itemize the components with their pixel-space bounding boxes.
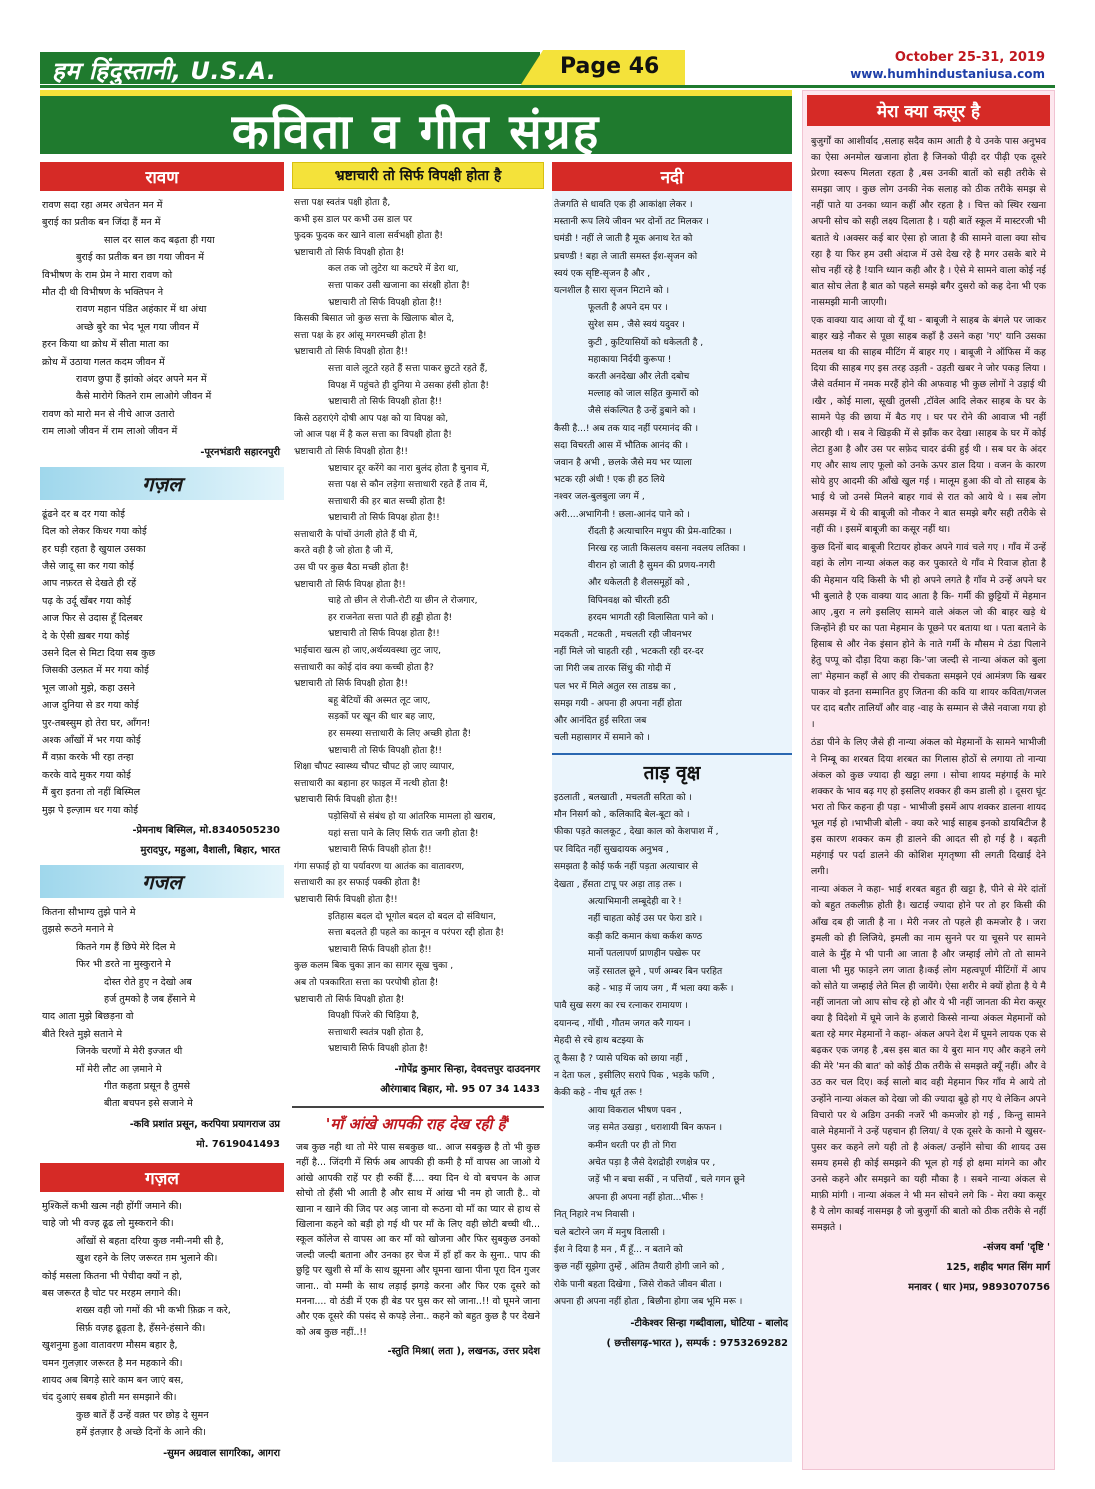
poem-line: क्रोध में उठाया गलत कदम जीवन में: [42, 356, 165, 368]
poem-line: स्वयं एक सृष्टि-सृजन है और ,: [554, 268, 651, 279]
poem-line: आज दुनिया से डर गया कोई: [42, 700, 139, 712]
poem-line: अरी....अभागिनी ! छला-आनंद पाने को ।: [554, 509, 690, 520]
poem-line: खुशनुमा हुआ वातावरण मौसम बहार है,: [42, 1340, 178, 1352]
poem-line: सदा विचरती आस में भौतिक आनंद की ।: [554, 440, 689, 451]
ghazal3-title: गज़ल: [40, 1163, 284, 1192]
poem-line: जड़ समेत उखड़ा , धराशायी बिन कफन ।: [588, 1123, 723, 1134]
issue-date: October 25-31, 2019: [894, 50, 1045, 65]
poem-line: दे के ऐसी ख़बर गया कोई: [42, 630, 130, 642]
corruption-poem-title: भ्रष्टाचारी तो सिर्फ विपक्षी होता है: [292, 162, 544, 189]
poem-line: सत्ता पक्ष के हर आंसू मगरमच्छी होता है!: [294, 330, 427, 341]
header-divider: [40, 85, 1055, 88]
poem-line: पावै सुख सरग का रच रत्नाकर रामायण ।: [554, 1001, 688, 1012]
poem-line: आज फिर से उदास हूँ दिलबर: [42, 613, 143, 625]
poem-line: मानों पतलापर्ण प्राणहीन पखेरू पर: [588, 949, 701, 960]
poem-line: हर्ज तुमको है जब हँसाने मे: [104, 994, 196, 1006]
poem-line: प्रचण्डी ! बहा ले जाती समस्त ईश-सृजन को: [554, 251, 698, 262]
poem-line: सत्ताधारी की हर बात सच्ची होता है!: [328, 496, 446, 507]
poem-line: समझ गयी - अपना ही अपना नहीं होता: [554, 698, 682, 709]
poem-line: जिनके चरणों मे मेरी इज्जत थी: [76, 1046, 183, 1058]
poem-line: किसकी बिसात जो कुछ सत्ता के खिलाफ बोल दे,: [294, 314, 455, 325]
poem-line: देखता , हँसता टापू पर अड़ा ताड़ तरू ।: [554, 879, 682, 890]
poem-line: भ्रष्टाचारी तो सिर्फ विपक्ष होता है!!: [294, 579, 406, 590]
poem-line: भ्रष्टाचारी तो सिर्फ विपक्ष होता है!!: [328, 513, 440, 524]
poem-line: सत्ताधारी का बहाना हर फाइल में नत्थी होता है!: [294, 778, 449, 789]
poem-line: कितना सौभाग्य तुझे पाने मे: [42, 907, 136, 918]
tad-poem: [552, 790, 792, 1312]
poem-line: और आनंदित हुई सरिता जब: [554, 716, 647, 727]
section-banner: [40, 90, 792, 160]
poem-line: सिर्फ़ वज़ह ढूढ़ता है, हँसने-हंसाने की।: [76, 1322, 206, 1334]
poem-line: दोस्त रोते हुए न देखो अब: [104, 976, 192, 988]
poem-line: सत्ताधारी का कोई दांव क्या कच्ची होता है?: [294, 662, 434, 673]
poem-line: कुछ बातें हैं उन्हें वक़्त पर छोड़ दे सुमन: [76, 1409, 209, 1421]
ghazal1-author: -प्रेमनाथ बिस्मिल, मो.8340505230: [132, 825, 280, 836]
poem-line: मुश्किलें कभी खत्म नही होंगीं जमाने की।: [42, 1200, 183, 1212]
poem-line: अत्याभिमानी लम्बूदेही वा रे !: [588, 896, 682, 907]
poem-line: जैसे संकल्पित है उन्हें डुबाने को ।: [588, 406, 696, 417]
poem-line: नश्वर जल-बुलबुला जग में ,: [554, 492, 645, 503]
poem-line: किसे ठहराएंगे दोषी आप पक्ष को या विपक्ष को,: [294, 413, 449, 424]
poem-line: इठलाती , बलखाती , मचलती सरिता को ।: [554, 792, 692, 803]
poem-line: तुझसे रूठने मनाने मे: [42, 924, 114, 936]
tad-place: ( छत्तीसगढ़-भारत ), सम्पर्क : 9753269282: [606, 1337, 788, 1349]
story-paragraph: एक वाक्या याद आया वो यूँ था - बाबूजी ने साहब के बंगले पर जाकर बाहर खड़े नौकर से पूछा साहब कहाँ है उसने कहा 'गए' यानि उसका मतलब था की साहब मीटिंग में बाहर गए । बाबूजी ने ऑफिस में कह दिया की साहब गए इस तरह उड़ती - उड़ती खबर ने जोर पकड़ लिया ।जैसे वर्तमान में नमक मरहैं होने की अफवाह भी कुछ लोगों ने उड़ाई थी ।खैर , कोई माला, सूखी तुलसी ,टॉवेल आदि लेकर साहब के घर के सामने पेड़ की छाया में बैठ गए । घर पर रोने की आवाज भी नहीं आरही थी । सब ने खिड़की में से झाँक कर देखा ।साहब के घर में कोई लेटा हुआ है और उस पर सफ़ेद चादर ढंकी हुई थी । सब घर के अंदर गए और साथ लाए फूलो को उनके ऊपर डाल दिया । वजन के कारण सोये हुए आदमी की आँखे खुल गई । मालूम हुआ की वो तो साहब के भाई थे जो उनसे मिलने बाहर गावं से रात को आये थे । सब लोग असमझ में थे की बाबूजी को नौकर ने बात समझे बगैर सही तरीके से नहीं की । इसमें बाबूजी का कसूर नहीं था।: [811, 315, 1046, 536]
poem-line: कैसे मारोगे कितने राम लाओगे जीवन में: [76, 391, 212, 403]
poem-line: जा गिरी जब तारक सिंधु की गोदी में: [554, 664, 671, 675]
poem-line: भ्रष्टाचारी सिर्फ विपक्षी होता है!!: [294, 894, 398, 905]
poem-line: सत्ता वाले लूटते रहते हैं सत्ता पाकर छुटते रहते हैं,: [328, 363, 488, 374]
masthead: [0, 0, 1095, 90]
poem-line: रावण सदा रहा अमर अचेतन मन में: [42, 200, 163, 211]
poem-line: सत्ताधारी स्वतंत्र पक्षी होता है,: [328, 1027, 424, 1038]
story-paragraph: बुजुर्गों का आशीर्वाद ,सलाह सदैव काम आती है ये उनके पास अनुभव का ऐसा अनमोल खजाना होता है जिनको पीढ़ी दर पीढ़ी एक दूसरे प्रेरणा स्वरूप मिलता रहता है ,बस उनकी बातों को सही तरीके से समझा जाए । कुछ लोग उनकी नेक सलाह को ठीक तरीके समझ से नहीं पाते या उनका ध्यान कहीं और रहता है । चित्त को स्थिर रखना अपनी सोच को सही लक्ष्य दिलाता है । यही बातें स्कूल में मास्टरजी भी बताते थे ।अक्सर कई बार ऐसा हो जाता है की सामने वाला क्या सोच रहा है या फिर हम उसी अंदाज में उसे देख रहे है मगर उसके बारे मे सोच नहीं रहे है !यानि ध्यान कही और है । ऐसे मे सामने वाला कोई नई बात सोच लेता है बात को पहले समझे बगैर दुसरो को कह देना भी एक नासमझी मानी जाएगी।: [811, 136, 1046, 308]
ravan-title: रावण: [40, 162, 284, 191]
poem-line: बुराई का प्रतीक बन छा गया जीवन में: [76, 252, 205, 264]
poem-line: शिक्षा चौपट स्वास्थ्य चौपट चौपट हो जाए व्यापार,: [294, 762, 455, 773]
poem-line: घमंडी ! नहीं ले जाती है मूक अनाथ रेत को: [554, 234, 693, 245]
poem-line: तेजगति से धावति एक ही आकांक्षा लेकर ।: [554, 200, 693, 210]
poem-line: जड़ें रसातल छूने , पर्ण अम्बर बिन परहित: [588, 966, 723, 977]
poem-line: फिर भी डरते ना मुस्कुराने मे: [76, 959, 171, 971]
poem-line: रावण महान पंडित अहंकार में था अंधा: [76, 304, 207, 316]
poem-line: अश्क आँखों में भर गया कोई: [42, 734, 141, 746]
poem-line: बीते रिश्ते मुझे सताने मे: [42, 1028, 123, 1040]
poem-line: भटक रही अंधी ! एक ही हठ लिये: [554, 475, 665, 486]
poem-line: नहीं चाहता कोई उस पर फेरा डारे ।: [588, 914, 703, 925]
poem-line: हर राजनेता सत्ता पाते ही हड्डी होता है!: [328, 612, 453, 623]
poem-line: मेहदी से रचे हाथ बटझ्या के: [554, 1036, 644, 1047]
story-body: [803, 134, 1054, 1236]
tad-author: -टीकेश्वर सिन्हा गब्दीवाला, घोटिया - बालोद: [630, 1317, 788, 1329]
ravan-author: -पूरनभंडारी सहारनपुरी: [200, 446, 280, 458]
poem-line: चाहे जो भी वज्ह ढूढ लो मुस्कराने की।: [42, 1218, 174, 1230]
poem-line: इतिहास बदल दो भूगोल बदल दो बदल दो संविधान,: [328, 911, 497, 922]
page-number: Page 46: [560, 54, 660, 79]
poem-line: सत्ताधारी का हर सफाई पक्की होता है!: [294, 878, 421, 889]
poem-line: फूलती है अपने दम पर ।: [588, 303, 668, 314]
poem-line: मल्लाह को जाल सहित कुमारों को: [588, 389, 699, 400]
poem-line: उस घी पर कुछ बैठा मच्छी होता है!: [294, 563, 409, 574]
column-4: [802, 90, 1055, 1470]
poem-line: सत्ता बदलते ही पहले का कानून व परंपरा रद्दी होता है!: [328, 928, 505, 939]
poem-line: जैसे जादू सा कर गया कोई: [42, 560, 134, 572]
poem-line: आया विकराल भीषण पवन ,: [588, 1105, 682, 1116]
poem-line: अपना ही अपना नहीं होता , बिछौना होगा जब भूमि मरू ।: [554, 1297, 743, 1308]
poem-line: नहीं मिले जो चाहती रही , भटकती रही दर-दर: [554, 647, 704, 658]
poem-line: जवान है अभी , छलके जैसे मय भर प्याला: [554, 458, 692, 469]
poem-line: अचेत पड़ा है जैसे देशद्रोही रणक्षेत्र पर ,: [588, 1158, 716, 1169]
ghazal2-poem: [40, 904, 284, 1113]
poem-line: वीरान हो जाती है सुमन की प्रणय-नगरी: [588, 561, 716, 572]
poem-line: चमन गुलज़ार जरूरत है मन महकाने की।: [42, 1357, 183, 1369]
story-title: मेरा क्या कसूर है: [807, 95, 1050, 126]
poem-line: मदकती , मटकती , मचलती रही जीवनभर: [554, 630, 692, 641]
poem-line: बुराई का प्रतीक बन जिंदा हैं मन में: [42, 217, 161, 229]
poem-line: आँखों से बहता दरिया कुछ नमी-नमी सी है,: [76, 1235, 224, 1247]
column-3: [552, 162, 792, 1462]
poem-line: केकी कहे - नीच धूर्त तरू !: [554, 1088, 643, 1099]
poem-line: फुदक फुदक कर खाने वाला सर्वभक्षी होता है!: [294, 231, 444, 242]
poem-line: मैं बुरा इतना तो नहीं बिस्मिल: [42, 787, 141, 799]
poem-line: नित् निहारे नभ निवासी ।: [554, 1210, 635, 1221]
nadi-title: नदी: [552, 162, 792, 191]
ghazal3-author: -सुमन अग्रवाल सागरिका, आगरा: [163, 1447, 280, 1459]
poem-line: महाकाया निर्दयी कुरूपा !: [588, 354, 672, 365]
poem-line: अच्छे बुरे का भेद भूल गया जीवन में: [76, 321, 199, 333]
poem-line: भ्रष्टाचारी सिर्फ विपक्षी होता है!!: [328, 944, 432, 955]
poem-line: ढूंढने दर ब दर गया कोई: [42, 508, 125, 520]
poem-line: पर विदित नहीं सुखदायक अनुभव ,: [554, 844, 669, 855]
poem-line: करके वादे मुकर गया कोई: [42, 769, 131, 781]
poem-line: भ्रष्टाचारी तो सिर्फ विपक्षी होता है!!: [328, 397, 443, 408]
poem-line: ईश ने दिया है मन , मैं हूँ... न बताने को: [554, 1245, 683, 1256]
website-link[interactable]: www.humhindustaniusa.com: [850, 67, 1045, 81]
poem-line: हर समस्या सत्ताधारी के लिए अच्छी होता है!: [328, 729, 472, 739]
poem-line: कितने गम हैं छिपे मेरे दिल मे: [76, 941, 176, 953]
poem-line: भ्रष्टाचार दूर करेंगे का नारा बुलंद होता है चुनाव में,: [328, 463, 490, 474]
poem-line: सत्ता पक्ष से कौन लड़ेगा सत्ताधारी रहते हैं ताव में,: [328, 480, 488, 491]
poem-line: मौत दी थी विभीषण के भक्तिपन ने: [42, 287, 164, 299]
poem-line: सत्ता पक्ष स्वतंत्र पक्षी होता है,: [294, 198, 391, 208]
story-paragraph: नान्या अंकल ने कहा- भाई शरबत बहुत ही खट्टा है, पीने से मेरे दांतों को बहुत तकलीफ़ होती है। खटाई ज्यादा होने पर तो हर किसी की आँख दब ही जाती है ना । मेरी नजर तो पहले ही कमजोर है । जरा इमली को ही लिजिये, इमली का नाम सुनने पर या चूसने पर सामने वाले के मुँह मे भी पानी आ जाता है और जम्हाई लोगे तो तो सामने वाला भी मुह फाड़ने लग जाता है।कई लोग महत्वपूर्ण मीटिंगों में आप को सोते या जम्हाई लेते मिल ही जायेंगे। ऐसा शरीर मे क्यों होता है ये मै नहीं जानता जो आप सोच रहे हो और ये भी नहीं जानता की मेरा कसूर क्या है विदेशो में घूमे जाने के हजारो किस्से नान्या अंकल मेहमानों को बता रहे मगर मेहमानों ने कहा- अंकल अपने देश में घूमने लायक एक से बढ़कर एक जगह है ,बस इस बात का ये बुरा मान गए और कहने लगे की मेरे 'मन की बात' को कोई ठीक तरीके से समझते क्यूँ नहीं। और वे उठ कर चल दिए। कई सालो बाद वही मेहमान फिर गाँव मे आये तो उन्होंने नान्या अंकल को देखा जो की ज्यादा बूढ़े हो गए थे लेकिन अपने विचारो पर थे अडिग उनकी नजरें भी कमजोर हो गई , किन्तु सामने वाले मेहमानों ने उन्हें पहचान ही लिया/ वे एक दूसरे के कानो मे खुसर-पुसर कर कहने लगे यही तो है अंकल/ उन्होंने सोचा की शायद उस समय हमसे ही कोई समझने की भूल हो गई हो क्षमा मांगने का और उनसे कहने और समझने का यही मौका है । सबने नान्या अंकल से माफ़ी मांगी । नान्या अंकल ने भी मन सोचने लगे कि - मेरा क्या कसूर है ये लोग काबई नासमझ है जो बुजुर्गो की बातो को ठीक तरीके से नहीं समझते ।: [811, 884, 1046, 1234]
poem-line: कमीन धरती पर ही तो गिरा: [588, 1140, 677, 1151]
banner-title: कविता व गीत संग्रह: [231, 104, 601, 160]
poem-line: पड़ोसियों से संबंध हो या आंतरिक मामला हो खराब,: [328, 811, 496, 822]
poem-line: कड़ी कटि कमान कंधा कर्कश कण्ठ: [588, 931, 702, 942]
poem-line: चली महासागर में समाने को ।: [554, 733, 650, 744]
poem-line: मौन निसर्ग को , कलिकादि बेल-बूटा को ।: [554, 809, 690, 820]
poem-line: कभी इस डाल पर कभी उस डाल पर: [294, 214, 412, 225]
poem-line: यहां सत्ता पाने के लिए सिर्फ रात जगी होता है!: [328, 828, 479, 839]
poem-line: हमें इंतज़ार है अच्छे दिनों के आने की।: [76, 1427, 206, 1439]
poem-line: बस जरूरत है चोट पर मरहम लगाने की।: [42, 1287, 181, 1299]
poem-line: अब तो पत्रकारिता सत्ता का परपोषी होता है!: [294, 977, 439, 988]
poem-line: समझता है कोई फर्क नहीं पड़ता अत्याचार से: [554, 862, 698, 873]
poem-line: गीत कहता प्रसून है तुमसे: [104, 1081, 191, 1093]
story-paragraph: कुछ दिनों बाद बाबूजी रिटायर होकर अपने गावं चले गए । गाँव में उन्हें वहां के लोग नान्या अंकल कह कर पुकारते थे गाँव मे रिवाज होता है की मेहमान यदि किसी के भी हो अपने लगते है गाँव मे उन्हें अपने घर भी बुलाते है एक वाक्या याद आता है कि- गर्मी की छुट्टियों में मेहमान आए ,बुरा न लगे इसलिए सामने वाले अंकल जो की बाहर खड़े थे जिन्होंने ही घर का पता मेहमान के पूछने पर बताया था । पता बताने के हिसाब से और नेक इंसान होने के नाते गर्मी के मौसम मे ठंडा पिलाने हेतु पप्पू को दौड़ा दिया कहा कि-'जा जल्दी से नान्या अंकल को बुला ला' मेहमान कहाँ से आए की रोचकता समझने एवं आमंत्रण कि खबर पाकर वो इतना सम्मानित हुए जितना की कवि या शायर कविता/गजल पर दाद बतौर तालियाँ और वाह -वाह के सम्मान से जैसे नवाजा गया हो ।: [811, 542, 1046, 731]
poem-line: शायद अब बिगड़े सारे काम बन जाएं बस,: [42, 1374, 184, 1386]
poem-line: खुश रहने के लिए जरूरत ग़म भुलाने की।: [76, 1253, 218, 1265]
poem-line: चंद दुआएं सबब होती मन समझाने की।: [42, 1392, 177, 1404]
poem-line: जड़ें भी न बचा सकीं , न पत्तियाँ , चले गगन छूने: [588, 1175, 745, 1186]
ghazal3-poem: [40, 1198, 284, 1442]
poem-line: हर घड़ी रहता है खुयाल उसका: [42, 543, 146, 555]
column-divider: [292, 1106, 544, 1108]
ghazal2-title: गजल: [40, 865, 284, 898]
ghazal2-phone: मो. 7619041493: [196, 1138, 280, 1150]
poem-line: भ्रष्टाचारी तो सिर्फ विपक्षी होता है!!: [328, 297, 443, 308]
poem-line: चले बटोरने जग में मनुष विलासी ।: [554, 1227, 666, 1238]
poem-line: भ्रष्टाचारी तो सिर्फ विपक्षी होता है!!: [294, 347, 409, 358]
mother-piece-author: -स्तुति मिश्रा( लता ), लखनऊ, उत्तर प्रदेश: [387, 1346, 540, 1358]
poem-line: सुरेश सम , जैसे स्वयं यदुवर ।: [588, 320, 685, 331]
poem-line: रौंदती है अत्याचारिन मधुप की प्रेम-वाटिका ।: [588, 526, 732, 537]
nadi-poem: [552, 197, 792, 748]
poem-line: मैं वफ़ा करके भी रहा तन्हा: [42, 752, 134, 764]
poem-line: सत्ताधारी के पांचों उंगली होते हैं घी में,: [294, 529, 418, 540]
poem-line: याद आता मुझे बिछड़ना वो: [42, 1011, 134, 1023]
poem-line: भ्रष्टाचारी तो सिर्फ विपक्षी होता है!: [294, 247, 405, 258]
poem-line: सड़कों पर खून की धार बह जाए,: [328, 712, 436, 723]
poem-line: कैसी है...! अब तक याद नहीं परमानंद की ।: [554, 423, 699, 434]
ghazal1-poem: [40, 506, 284, 819]
column-2: [292, 162, 544, 1462]
poem-line: भूल जाओ मुझे, कहा उसने: [42, 682, 135, 694]
poem-line: बीता बचपन इसे सजाने मे: [104, 1098, 193, 1110]
mother-piece-text: जब कुछ नही था तो मेरे पास सबकुछ था.. आज सबकुछ है तो भी कुछ नहीं है... जिंदगी में सिर्फ अब आपकी ही कमी है माँ वापस आ जाओ ये आंखे आपकी राहें पर ही रुकीं हैं.... क्या दिन थे वो बचपन के आज सोचो तो हँसी भी आती है और साथ में आंख भी नम हो जाती है.. वो खाना न खाने की जिद पर अड़ जाना वो रूठना वो माँ का प्यार से हाथ से खिलाना कहने को बड़ी हो गई थी पर माँ के लिए वही छोटी बच्ची थी... स्कूल कॉलेज से वापस आ कर माँ को खोजना और फिर सुबकुछ उनको जल्दी जल्दी बताना और उनका हर चेज में हाँ हाँ कर के सुना.. पाप की छुट्टि पर खुशी से माँ के साथ झूमना और घूमना खाना पीना पूरा दिन गुजर जाना.. वो मम्मी के साथ लड़ाई झगड़े करना और फिर एक दूसरे को मनना.... वो ठंडी में एक ही बेड पर घुस कर सो जाना..!! वो घूमने जाना और एक दूसरे की पसंद से कपड़े लेना.. कहने को बहुत कुछ है पर देखने को अब कुछ नहीं..!!: [296, 1141, 540, 1338]
poem-line: करती अनदेखा और लेती दबोच: [588, 372, 690, 383]
story-address-2: मनावर ( धार )मप्र, 9893070756: [908, 1282, 1050, 1294]
poem-line: मुझ पे इल्ज़ाम धर गया कोई: [42, 804, 138, 816]
corruption-author: -गोपेंद्र कुमार सिन्हा, देवदत्तपुर दाउदनगर: [394, 1063, 540, 1075]
poem-line: जिसकी उल्फ़त में मर गया कोई: [42, 665, 149, 677]
poem-line: यत्नशील है सारा सृजन मिटाने को ।: [554, 286, 670, 297]
poem-line: जो आज पक्ष में है कल सत्ता का विपक्षी होता है!: [294, 430, 452, 441]
poem-line: बहू बेटियों की अस्मत लूट जाए,: [328, 695, 431, 706]
poem-line: साल दर साल कद बढ़ता ही गया: [104, 234, 215, 246]
poem-line: कुछ कलम बिक चुका ज्ञान का सागर सूख चुका ,: [294, 961, 454, 972]
poem-line: अपना ही अपना नहीं होता...भीरू !: [588, 1192, 704, 1203]
poem-line: भाईचारा खत्म हो जाए,अर्थव्यवस्था लुट जाए,: [294, 646, 442, 657]
column-1: [40, 162, 284, 1462]
poem-line: हरन किया था क्रोध में सीता माता का: [42, 339, 169, 351]
poem-line: रावण छुपा हैं झांको अंदर अपने मन में: [76, 374, 207, 386]
poem-line: भ्रष्टाचारी तो सिर्फ विपक्षी होता है!!: [294, 446, 409, 457]
poem-line: भ्रष्टाचारी सिर्फ विपक्षी होता है!: [328, 1044, 428, 1055]
poem-line: भ्रष्टाचारी तो सिर्फ विपक्ष होता है!!: [328, 629, 440, 640]
poem-line: उसने दिल से मिटा दिया सब कुछ: [42, 647, 156, 659]
poem-line: कोई मसला कितना भी पेचीदा क्यों न हो,: [42, 1270, 183, 1282]
poem-line: दिल को लेकर किधर गया कोई: [42, 526, 147, 538]
poem-line: भ्रष्टाचारी तो सिर्फ विपक्षी होता है!!: [328, 745, 443, 756]
brand-name[interactable]: हम हिंदुस्तानी, U.S.A.: [52, 57, 277, 85]
poem-line: भ्रष्टाचारी तो सिर्फ विपक्षी होता है!: [294, 994, 405, 1005]
poem-line: विपिनवक्ष को चीरती हठी: [588, 595, 670, 606]
poem-line: कल तक जो लुटेरा था कटघरे में डेरा था,: [328, 264, 459, 275]
poem-line: राम लाओ जीवन में राम लाओ जीवन में: [42, 426, 178, 438]
poem-line: करते वही है जो होता है जी में,: [294, 546, 394, 557]
ghazal2-author: -कवि प्रशांत प्रसून, करपिया प्रयागराज उप्र: [129, 1118, 280, 1130]
poem-line: गंगा सफाई हो या पर्यावरण या आतंक का वातावरण,: [294, 861, 465, 872]
poem-line: विपक्ष में पहुंचते ही दुनिया मे उसका हंसी होता है!: [328, 380, 489, 391]
poem-line: माँ मेरी लौट आ ज़माने मे: [76, 1063, 162, 1075]
ghazal1-title: गज़ल: [40, 467, 284, 500]
story-author: -संजय वर्मा 'दृष्टि ': [982, 1242, 1050, 1254]
story-paragraph: ठंडा पीने के लिए जैसे ही नान्या अंकल को मेहमानों के सामने भाभीजी ने निम्बू का शरबत दिया शरबत का गिलास होठों से लगाया तो नान्या अंकल को कुछ ज्यादा ही खट्टा लगा । सोचा शायद महंगाई के मारे शक्कर के भाव बढ़ गए हो इसलिए शक्कर ही कम डाली हो । दूसरा घूंट भरा तो फिर कहना ही पड़ा - भाभीजी इसमें आप शक्कर डालना शायद भूल गई हो ।भाभीजी बोली - क्या करे भाई साहब इनको डायबिटीज है इस कारण शक्कर कम ही डालने की आदत सी हो गई है । बढ़ती महंगाई पर पर्दा डालने की कोशिश मृगतृष्णा सी लगती दिखाई देने लगी।: [811, 737, 1046, 878]
poem-line: पढ़ के उर्दू खँबर गया कोई: [42, 595, 132, 607]
poem-line: मस्तानी रूप लिये जीवन भर दोनों तट मिलकर ।: [554, 217, 709, 228]
corruption-poem: [292, 195, 544, 1058]
poem-line: शख्स वही जो गमों की भी कभी फ़िक्र न करे,: [76, 1305, 231, 1317]
poem-line: निरख रह जाती किसलय वसना नवलय लतिका ।: [588, 544, 746, 555]
poem-line: विभीषण के राम प्रेम ने मारा रावण को: [42, 269, 173, 281]
poem-line: सत्ता पाकर उसी खजाना का संरक्षी होता है!: [328, 280, 470, 291]
poem-line: रोके पानी बहता दिखेगा , जिसे रोकते जीवन बीता ।: [554, 1279, 722, 1290]
poem-line: न देता फल , इसीलिए सरापे पिक , भड़के फणि ,: [554, 1071, 715, 1081]
poem-line: हरदम भागती रही विलासिता पाने को ।: [588, 612, 714, 623]
tad-title: ताड़ वृक्ष: [552, 753, 792, 785]
poem-line: भ्रष्टाचारी तो सिर्फ विपक्षी होता है!!: [294, 679, 409, 690]
poem-line: पुर-तबस्सुम हो तेरा घर, आँगन!: [42, 717, 151, 729]
poem-line: भ्रष्टाचारी सिर्फ विपक्षी होता है!!: [294, 795, 398, 806]
poem-line: दयानन्द , गाँधी , गौतम जगत करै गायन ।: [554, 1018, 691, 1029]
poem-line: कुछ नहीं सूझेगा तुम्हें , अंतिम तैयारी होगी जाने को ,: [554, 1262, 725, 1273]
poem-line: चाहे तो छीन ले रोजी-रोटी या छीन ले रोजगार,: [328, 596, 478, 607]
ghazal1-place: मुरादपुर, महुआ, वैशाली, बिहार, भारत: [140, 845, 280, 856]
poem-line: तू कैसा है ? प्यासे पथिक को छाया नहीं ,: [554, 1053, 688, 1064]
poem-line: कहे - भाड़ में जाय जग , मैं भला क्या करूँ ।: [588, 983, 734, 994]
ravan-poem: [40, 197, 284, 441]
poem-line: भ्रष्टाचारी सिर्फ विपक्षी होता है!!: [328, 845, 432, 856]
poem-line: विपक्षी पिंजरे की चिड़िया है,: [328, 1011, 420, 1022]
story-address-1: 125, शहीद भगत सिंग मार्ग: [946, 1262, 1050, 1274]
poem-line: और धकेलती है शैलसमूहों को ,: [588, 578, 690, 589]
poem-line: रावण को मारो मन से नीचे आज उतारो: [42, 408, 175, 420]
mother-piece-title: 'माँ आंखे आपकी राह देख रही हैं': [325, 1114, 511, 1133]
poem-line: फीका पड़ते कालकूट , देखा काल को केशपाश में ,: [554, 827, 719, 838]
poem-line: पल भर में मिले अतुल रस ताडम्र का ,: [554, 681, 677, 692]
poem-line: आप नफ़रत से देखते ही रहें: [42, 578, 137, 590]
poem-line: कुटी , कुटियासियों को धकेलती है ,: [588, 337, 704, 348]
corruption-author-address: औरंगाबाद बिहार, मो. 95 07 34 1433: [380, 1083, 540, 1095]
